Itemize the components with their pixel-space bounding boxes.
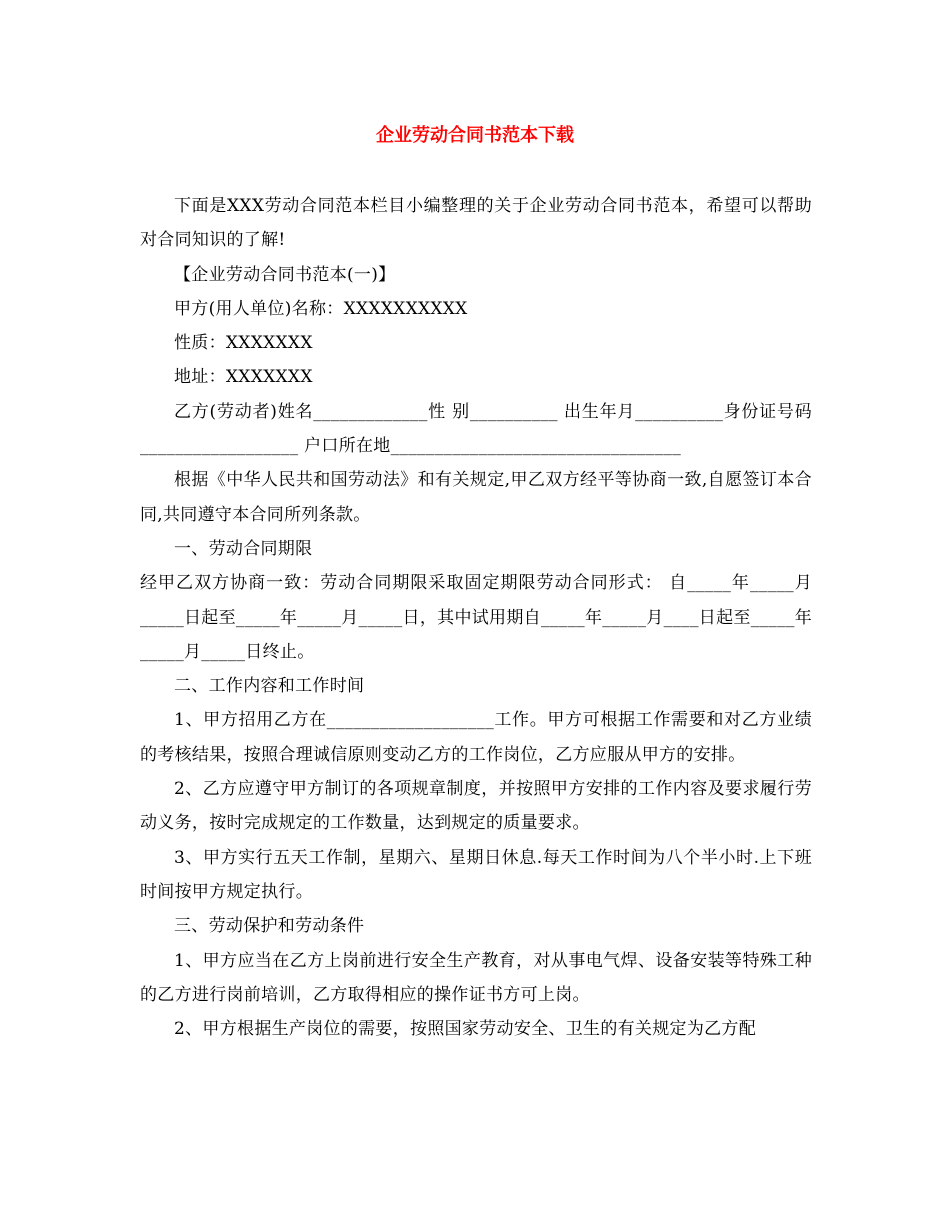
work-content-clause-1: 1、甲方招用乙方在___________________工作。甲方可根据工作需要和对乙方业绩的考核结果，按照合理诚信原则变动乙方的工作岗位，乙方应服从甲方的安排。 — [140, 710, 812, 765]
work-content-clause-2: 2、乙方应遵守甲方制订的各项规章制度，并按照甲方安排的工作内容及要求履行劳动义务，按时完成规定的工作数量，达到规定的质量要求。 — [140, 779, 812, 834]
section-heading-work-content: 二、工作内容和工作时间 — [174, 676, 365, 697]
section-heading-contract-term: 一、劳动合同期限 — [174, 538, 313, 559]
party-a-name-line: 甲方(用人单位)名称：XXXXXXXXXX — [174, 298, 468, 319]
labor-protection-clause-2: 2、甲方根据生产岗位的需要，按照国家劳动安全、卫生的有关规定为乙方配 — [174, 1019, 757, 1040]
section-heading-sample-one: 【企业劳动合同书范本(一)】 — [174, 264, 396, 285]
labor-protection-clause-1: 1、甲方应当在乙方上岗前进行安全生产教育，对从事电气焊、设备安装等特殊工种的乙方进行岗前培训，乙方取得相应的操作证书方可上岗。 — [140, 950, 812, 1005]
party-b-info-paragraph: 乙方(劳动者)姓名_____________性 别__________ 出生年月__________身份证号码__________________ 户口所在地_________________________________ — [140, 401, 812, 457]
document-body — [140, 189, 812, 1046]
section-heading-labor-protection: 三、劳动保护和劳动条件 — [174, 916, 365, 937]
party-a-address-line: 地址：XXXXXXX — [174, 367, 313, 388]
party-a-nature-line: 性质：XXXXXXX — [174, 333, 313, 354]
legal-basis-paragraph: 根据《中华人民共和国劳动法》和有关规定,甲乙双方经平等协商一致,自愿签订本合同,共同遵守本合同所列条款。 — [140, 470, 812, 525]
intro-paragraph: 下面是XXX劳动合同范本栏目小编整理的关于企业劳动合同书范本，希望可以帮助对合同知识的了解! — [140, 196, 812, 251]
work-content-clause-3: 3、甲方实行五天工作制，星期六、星期日休息.每天工作时间为八个半小时.上下班时间按甲方规定执行。 — [140, 847, 812, 902]
document-title: 企业劳动合同书范本下载 — [376, 125, 574, 146]
contract-term-paragraph: 经甲乙双方协商一致：劳动合同期限采取固定期限劳动合同形式： 自_____年_____月_____日起至_____年_____月_____日，其中试用期自_____年_____月____日起至_____年_____月_____日终止。 — [140, 573, 812, 662]
